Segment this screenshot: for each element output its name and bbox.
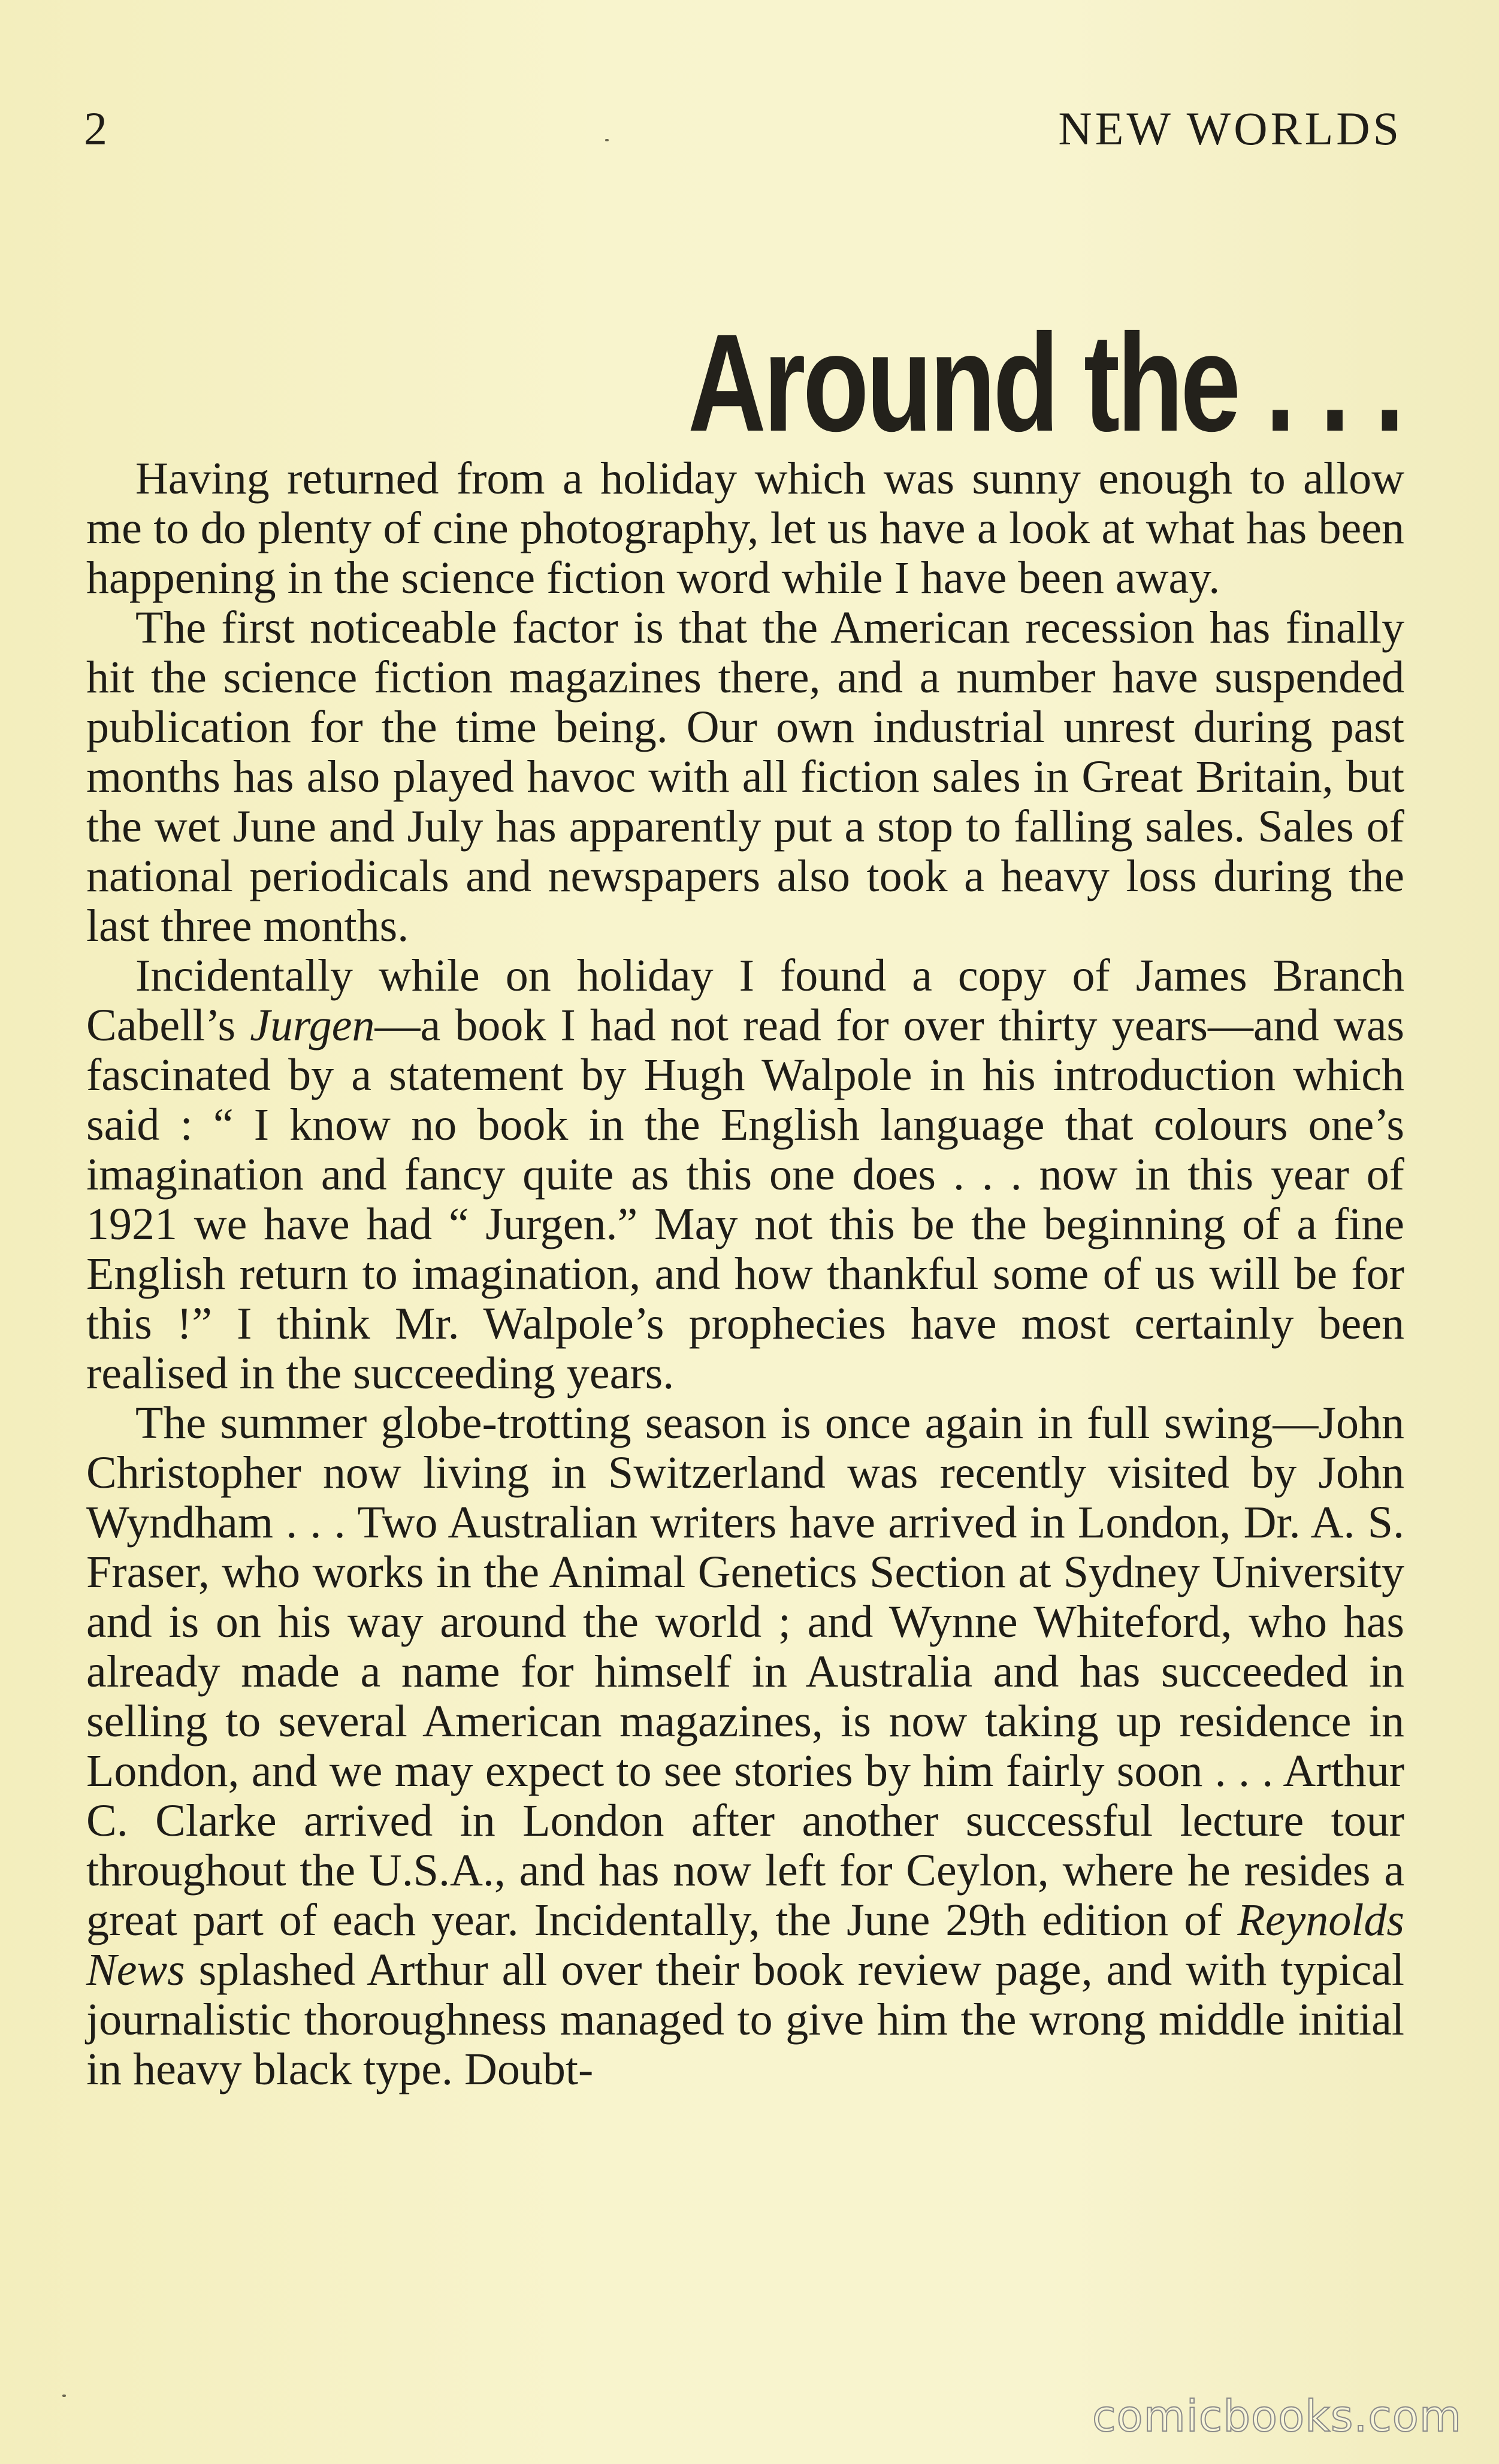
page-number: 2 [84, 102, 108, 155]
text-run: Incidentally while on holiday I found a copy of James Branch Cabell’s [86, 951, 1404, 1051]
running-head [84, 102, 1402, 156]
text-run: —a book I had not read for over thirty years—and was fascinated by a statement by Hugh Walpole in his introduction which said : “ I know no book in the English language that colours one’s imagination and fancy quite as this one does . . . now in this year of 1921 we have had “ Jurgen.” May not this be the beginning of a fine English return to imagination, and how thankful some of us will be for this !” I think Mr. Walpole’s prophecies have most certainly been realised in the succeeding years. [86, 1000, 1405, 1399]
text-run: The first noticeable factor is that the American recession has finally hit the science fiction magazines there, and a number have suspended publication for the time being. Our own industrial unrest during past months has also played havoc with all fiction sales in Great Britain, but the wet June and July has apparently put a stop to falling sales. Sales of national periodicals and newspapers also took a heavy loss during the last three months. [86, 603, 1404, 951]
watermark-logo: comicbooks.com [1092, 2391, 1462, 2441]
italic-title: Reynolds News [86, 1895, 1404, 1995]
paragraph-4 [86, 1399, 1404, 2094]
print-speck [605, 139, 609, 141]
text-run: splashed Arthur all over their book review page, and with typical journalistic thoroughness managed to give him the wrong middle initial in heavy black type. Doubt- [86, 1945, 1404, 2094]
paragraph-1 [86, 454, 1404, 603]
text-run: The summer globe-trotting season is once again in full swing—John Christopher now living in Switzerland was recently visited by John Wyndham . . . Two Australian writers have arrived in London, Dr. A. S. Fraser, who works in the Animal Genetics Section at Sydney University and is on his way around the world ; and Wynne Whiteford, who has already made a name for himself in Australia and has succeeded in selling to several American magazines, is now taking up residence in London, and we may expect to see stories by him fairly soon . . . Arthur C. Clarke arrived in London after another successful lecture tour throughout the U.S.A., and has now left for Ceylon, where he resides a great part of each year. Incidentally, the June 29th edition of [86, 1398, 1404, 1945]
paragraph-2 [86, 603, 1404, 951]
magazine-name: NEW WORLDS [1058, 102, 1402, 155]
italic-title: Jurgen [250, 1000, 375, 1051]
text-run: Having returned from a holiday which was sunny enough to allow me to do plenty of cine photography, let us have a look at what has been happening in the science fiction word while I have been away. [86, 453, 1404, 603]
article-headline: Around the . . . [688, 305, 1402, 461]
article-body [86, 454, 1404, 2094]
print-speck [62, 2395, 66, 2397]
paragraph-3 [86, 951, 1404, 1399]
